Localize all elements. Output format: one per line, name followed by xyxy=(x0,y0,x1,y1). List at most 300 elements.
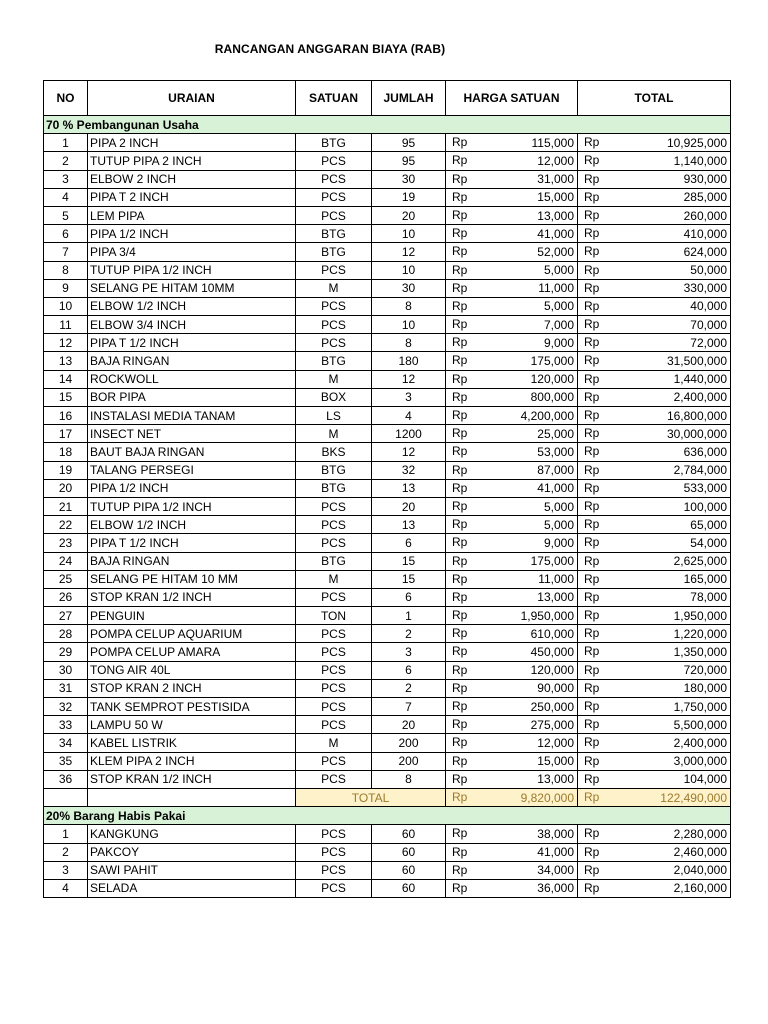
row-jumlah: 6 xyxy=(372,661,446,679)
row-total xyxy=(578,407,731,425)
row-harga-satuan xyxy=(446,370,578,388)
currency-label: Rp xyxy=(452,153,468,168)
currency-label: Rp xyxy=(452,189,468,204)
row-total-value: 930,000 xyxy=(683,172,727,187)
currency-label: Rp xyxy=(452,517,468,532)
table-row xyxy=(44,570,731,588)
row-satuan: PCS xyxy=(296,261,372,279)
row-harga-satuan-value: 120,000 xyxy=(530,663,574,678)
row-no: 35 xyxy=(44,752,88,770)
row-jumlah: 6 xyxy=(372,588,446,606)
row-jumlah: 95 xyxy=(372,152,446,170)
row-satuan: PCS xyxy=(296,879,372,897)
row-harga-satuan-value: 34,000 xyxy=(537,863,574,878)
currency-label: Rp xyxy=(452,171,468,186)
table-row xyxy=(44,861,731,879)
currency-label: Rp xyxy=(452,408,468,422)
row-uraian: SELANG PE HITAM 10 MM xyxy=(88,570,296,588)
row-harga-satuan xyxy=(446,188,578,206)
row-jumlah: 95 xyxy=(372,134,446,152)
row-jumlah: 15 xyxy=(372,570,446,588)
currency-label: Rp xyxy=(584,844,600,859)
currency-label: Rp xyxy=(452,844,468,859)
row-harga-satuan xyxy=(446,607,578,625)
row-no: 31 xyxy=(44,679,88,697)
row-uraian: TUTUP PIPA 2 INCH xyxy=(88,152,296,170)
row-harga-satuan-value: 52,000 xyxy=(537,244,574,259)
row-jumlah: 6 xyxy=(372,534,446,552)
row-jumlah: 30 xyxy=(372,170,446,188)
row-uraian: INSTALASI MEDIA TANAM xyxy=(88,407,296,425)
row-total xyxy=(578,861,731,879)
row-uraian: PIPA T 2 INCH xyxy=(88,188,296,206)
row-uraian: TUTUP PIPA 1/2 INCH xyxy=(88,497,296,515)
table-row xyxy=(44,607,731,625)
row-total-value: 1,440,000 xyxy=(673,372,727,387)
currency-label: Rp xyxy=(452,480,468,495)
row-total xyxy=(578,170,731,188)
currency-label: Rp xyxy=(452,535,468,550)
row-jumlah: 200 xyxy=(372,752,446,770)
row-no: 16 xyxy=(44,407,88,425)
row-uraian: BAJA RINGAN xyxy=(88,352,296,370)
row-uraian: POMPA CELUP AQUARIUM xyxy=(88,625,296,643)
currency-label: Rp xyxy=(584,862,600,877)
row-satuan: LS xyxy=(296,407,372,425)
currency-label: Rp xyxy=(452,680,468,695)
currency-label: Rp xyxy=(452,298,468,313)
row-no: 19 xyxy=(44,461,88,479)
total-row xyxy=(44,788,731,806)
currency-label: Rp xyxy=(452,444,468,459)
currency-label: Rp xyxy=(584,226,600,241)
row-jumlah: 2 xyxy=(372,625,446,643)
row-satuan: M xyxy=(296,570,372,588)
currency-label: Rp xyxy=(584,189,600,204)
row-satuan: PCS xyxy=(296,661,372,679)
currency-label: Rp xyxy=(452,789,468,804)
row-no: 15 xyxy=(44,388,88,406)
row-no: 2 xyxy=(44,843,88,861)
row-harga-satuan-value: 9,000 xyxy=(543,335,574,350)
row-total xyxy=(578,716,731,734)
row-satuan: PCS xyxy=(296,843,372,861)
row-harga-satuan-value: 175,000 xyxy=(530,354,574,369)
row-harga-satuan xyxy=(446,425,578,443)
table-row xyxy=(44,407,731,425)
table-row xyxy=(44,879,731,897)
row-harga-satuan xyxy=(446,170,578,188)
currency-label: Rp xyxy=(584,244,600,259)
row-harga-satuan-value: 7,000 xyxy=(543,317,574,332)
row-total-value: 1,750,000 xyxy=(673,699,727,714)
row-total xyxy=(578,261,731,279)
currency-label: Rp xyxy=(452,771,468,786)
row-jumlah: 15 xyxy=(372,552,446,570)
row-total xyxy=(578,552,731,570)
row-total xyxy=(578,316,731,334)
currency-label: Rp xyxy=(584,298,600,313)
table-row xyxy=(44,443,731,461)
row-jumlah: 7 xyxy=(372,698,446,716)
row-harga-satuan-value: 9,000 xyxy=(543,535,574,550)
row-harga-satuan xyxy=(446,243,578,261)
row-no: 18 xyxy=(44,443,88,461)
row-total xyxy=(578,370,731,388)
row-jumlah: 32 xyxy=(372,461,446,479)
currency-label: Rp xyxy=(584,571,600,586)
row-jumlah: 20 xyxy=(372,206,446,224)
row-uraian: ELBOW 2 INCH xyxy=(88,170,296,188)
total-label: TOTAL xyxy=(296,788,446,806)
table-row xyxy=(44,370,731,388)
table-row xyxy=(44,297,731,315)
currency-label: Rp xyxy=(452,135,468,150)
row-total xyxy=(578,388,731,406)
currency-label: Rp xyxy=(452,571,468,586)
table-row xyxy=(44,134,731,152)
table-row xyxy=(44,170,731,188)
row-satuan: BKS xyxy=(296,443,372,461)
currency-label: Rp xyxy=(584,153,600,168)
table-row xyxy=(44,770,731,788)
row-jumlah: 20 xyxy=(372,497,446,515)
row-jumlah: 200 xyxy=(372,734,446,752)
row-harga-satuan-value: 11,000 xyxy=(538,572,574,587)
currency-label: Rp xyxy=(584,262,600,277)
currency-label: Rp xyxy=(584,626,600,641)
row-satuan: BTG xyxy=(296,461,372,479)
header-uraian: URAIAN xyxy=(88,81,296,116)
row-harga-satuan xyxy=(446,388,578,406)
row-uraian: STOP KRAN 1/2 INCH xyxy=(88,770,296,788)
table-header xyxy=(44,81,731,116)
row-no: 3 xyxy=(44,861,88,879)
row-total-value: 2,400,000 xyxy=(673,390,727,405)
row-jumlah: 60 xyxy=(372,861,446,879)
row-jumlah: 12 xyxy=(372,370,446,388)
row-uraian: PIPA 3/4 xyxy=(88,243,296,261)
row-no: 7 xyxy=(44,243,88,261)
row-harga-satuan-value: 450,000 xyxy=(530,645,574,660)
table-row xyxy=(44,334,731,352)
table-row xyxy=(44,843,731,861)
row-harga-satuan xyxy=(446,661,578,679)
section-header-row xyxy=(44,807,731,825)
currency-label: Rp xyxy=(452,498,468,513)
row-total-value: 2,460,000 xyxy=(673,845,727,860)
row-satuan: PCS xyxy=(296,625,372,643)
row-harga-satuan-value: 15,000 xyxy=(537,190,574,205)
row-harga-satuan-value: 800,000 xyxy=(530,390,574,405)
currency-label: Rp xyxy=(452,662,468,677)
row-no: 1 xyxy=(44,134,88,152)
table-row xyxy=(44,625,731,643)
row-satuan: PCS xyxy=(296,698,372,716)
row-satuan: PCS xyxy=(296,334,372,352)
row-harga-satuan-value: 4,200,000 xyxy=(520,408,574,423)
row-jumlah: 60 xyxy=(372,843,446,861)
row-jumlah: 12 xyxy=(372,243,446,261)
row-harga-satuan-value: 250,000 xyxy=(530,699,574,714)
row-total-value: 1,140,000 xyxy=(673,153,727,168)
row-no: 17 xyxy=(44,425,88,443)
row-uraian: PENGUIN xyxy=(88,607,296,625)
row-total xyxy=(578,843,731,861)
row-harga-satuan-value: 36,000 xyxy=(537,881,574,896)
row-total-value: 5,500,000 xyxy=(673,717,727,732)
row-no: 29 xyxy=(44,643,88,661)
row-total-value: 100,000 xyxy=(683,499,727,514)
row-harga-satuan xyxy=(446,225,578,243)
row-jumlah: 8 xyxy=(372,297,446,315)
row-uraian: ELBOW 1/2 INCH xyxy=(88,516,296,534)
row-harga-satuan-value: 1,950,000 xyxy=(520,608,574,623)
row-total xyxy=(578,188,731,206)
row-no: 12 xyxy=(44,334,88,352)
currency-label: Rp xyxy=(452,644,468,659)
row-uraian: BAUT BAJA RINGAN xyxy=(88,443,296,461)
row-jumlah: 3 xyxy=(372,388,446,406)
table-row xyxy=(44,261,731,279)
currency-label: Rp xyxy=(452,462,468,477)
row-uraian: PIPA 1/2 INCH xyxy=(88,479,296,497)
currency-label: Rp xyxy=(452,244,468,259)
currency-label: Rp xyxy=(452,335,468,350)
currency-label: Rp xyxy=(584,717,600,732)
currency-label: Rp xyxy=(584,826,600,841)
row-no: 14 xyxy=(44,370,88,388)
row-total xyxy=(578,134,731,152)
row-uraian: LEM PIPA xyxy=(88,206,296,224)
row-total-value: 16,800,000 xyxy=(666,408,727,423)
table-row xyxy=(44,552,731,570)
row-satuan: PCS xyxy=(296,716,372,734)
currency-label: Rp xyxy=(584,280,600,295)
header-harga-satuan: HARGA SATUAN xyxy=(446,81,578,116)
row-no: 13 xyxy=(44,352,88,370)
row-total-value: 2,040,000 xyxy=(673,863,727,878)
table-row xyxy=(44,679,731,697)
row-no: 2 xyxy=(44,152,88,170)
section-title: 70 % Pembangunan Usaha xyxy=(44,116,731,134)
currency-label: Rp xyxy=(452,426,468,441)
currency-label: Rp xyxy=(452,589,468,604)
row-total xyxy=(578,752,731,770)
currency-label: Rp xyxy=(584,589,600,604)
row-harga-satuan xyxy=(446,679,578,697)
table-row xyxy=(44,479,731,497)
row-uraian: SELADA xyxy=(88,879,296,897)
row-harga-satuan-value: 5,000 xyxy=(543,499,574,514)
row-total-value: 31,500,000 xyxy=(666,354,727,369)
section-header-row xyxy=(44,116,731,134)
row-uraian: KLEM PIPA 2 INCH xyxy=(88,752,296,770)
row-uraian: PAKCOY xyxy=(88,843,296,861)
row-harga-satuan xyxy=(446,770,578,788)
row-harga-satuan xyxy=(446,461,578,479)
row-satuan: PCS xyxy=(296,206,372,224)
section-title: 20% Barang Habis Pakai xyxy=(44,807,731,825)
currency-label: Rp xyxy=(452,862,468,877)
currency-label: Rp xyxy=(452,717,468,732)
row-jumlah: 60 xyxy=(372,879,446,897)
currency-label: Rp xyxy=(584,480,600,495)
row-total xyxy=(578,497,731,515)
row-harga-satuan-value: 275,000 xyxy=(530,717,574,732)
currency-label: Rp xyxy=(584,662,600,677)
row-harga-satuan xyxy=(446,334,578,352)
row-jumlah: 1 xyxy=(372,607,446,625)
row-no: 20 xyxy=(44,479,88,497)
row-total-value: 330,000 xyxy=(683,281,727,296)
table-row xyxy=(44,225,731,243)
table-row xyxy=(44,716,731,734)
header-total: TOTAL xyxy=(578,81,731,116)
row-total-value: 2,160,000 xyxy=(673,881,727,896)
row-satuan: PCS xyxy=(296,825,372,843)
row-jumlah: 10 xyxy=(372,261,446,279)
row-harga-satuan-value: 41,000 xyxy=(537,226,574,241)
row-uraian: KABEL LISTRIK xyxy=(88,734,296,752)
row-total-value: 533,000 xyxy=(683,481,727,496)
row-satuan: PCS xyxy=(296,188,372,206)
row-harga-satuan xyxy=(446,734,578,752)
row-jumlah: 20 xyxy=(372,716,446,734)
table-row xyxy=(44,643,731,661)
row-harga-satuan xyxy=(446,516,578,534)
row-satuan: PCS xyxy=(296,770,372,788)
table-row xyxy=(44,388,731,406)
row-total-value: 260,000 xyxy=(683,208,727,223)
row-no: 4 xyxy=(44,879,88,897)
rab-table xyxy=(43,80,731,898)
currency-label: Rp xyxy=(584,498,600,513)
row-harga-satuan xyxy=(446,861,578,879)
table-row xyxy=(44,188,731,206)
row-harga-satuan-value: 41,000 xyxy=(537,481,574,496)
currency-label: Rp xyxy=(584,135,600,150)
row-harga-satuan xyxy=(446,843,578,861)
currency-label: Rp xyxy=(584,317,600,332)
row-no: 1 xyxy=(44,825,88,843)
row-harga-satuan xyxy=(446,479,578,497)
row-uraian: TONG AIR 40L xyxy=(88,661,296,679)
header-jumlah: JUMLAH xyxy=(372,81,446,116)
currency-label: Rp xyxy=(584,680,600,695)
row-uraian: ROCKWOLL xyxy=(88,370,296,388)
row-no: 33 xyxy=(44,716,88,734)
row-uraian: SAWI PAHIT xyxy=(88,861,296,879)
row-harga-satuan xyxy=(446,570,578,588)
table-row xyxy=(44,152,731,170)
row-satuan: BTG xyxy=(296,352,372,370)
table-row xyxy=(44,516,731,534)
row-total-value: 104,000 xyxy=(683,772,727,787)
currency-label: Rp xyxy=(584,753,600,768)
row-total xyxy=(578,206,731,224)
row-harga-satuan-value: 115,000 xyxy=(531,135,574,150)
row-harga-satuan xyxy=(446,552,578,570)
row-uraian: STOP KRAN 2 INCH xyxy=(88,679,296,697)
table-row xyxy=(44,352,731,370)
row-total-value: 78,000 xyxy=(690,590,727,605)
row-jumlah: 10 xyxy=(372,225,446,243)
row-total-value: 1,350,000 xyxy=(673,645,727,660)
row-total xyxy=(578,461,731,479)
row-satuan: BTG xyxy=(296,225,372,243)
row-harga-satuan-value: 90,000 xyxy=(537,681,574,696)
row-total xyxy=(578,334,731,352)
row-harga-satuan xyxy=(446,698,578,716)
row-total-value: 54,000 xyxy=(690,535,727,550)
row-satuan: PCS xyxy=(296,534,372,552)
row-satuan: PCS xyxy=(296,679,372,697)
row-total xyxy=(578,297,731,315)
currency-label: Rp xyxy=(584,444,600,459)
row-no: 36 xyxy=(44,770,88,788)
table-row xyxy=(44,734,731,752)
currency-label: Rp xyxy=(584,389,600,404)
currency-label: Rp xyxy=(584,608,600,623)
document-title: RANCANGAN ANGGARAN BIAYA (RAB) xyxy=(214,42,446,56)
row-total-value: 50,000 xyxy=(690,263,727,278)
row-harga-satuan-value: 87,000 xyxy=(537,463,574,478)
row-total-value: 285,000 xyxy=(683,190,727,205)
row-jumlah: 60 xyxy=(372,825,446,843)
currency-label: Rp xyxy=(584,535,600,550)
row-no: 8 xyxy=(44,261,88,279)
row-total xyxy=(578,425,731,443)
row-uraian: ELBOW 1/2 INCH xyxy=(88,297,296,315)
row-jumlah: 3 xyxy=(372,643,446,661)
row-harga-satuan-value: 5,000 xyxy=(543,517,574,532)
row-harga-satuan xyxy=(446,643,578,661)
row-satuan: M xyxy=(296,370,372,388)
row-total xyxy=(578,479,731,497)
currency-label: Rp xyxy=(584,517,600,532)
row-satuan: PCS xyxy=(296,588,372,606)
row-total xyxy=(578,625,731,643)
row-total xyxy=(578,152,731,170)
row-harga-satuan xyxy=(446,588,578,606)
row-uraian: PIPA T 1/2 INCH xyxy=(88,334,296,352)
row-no: 34 xyxy=(44,734,88,752)
row-uraian: BAJA RINGAN xyxy=(88,552,296,570)
row-satuan: M xyxy=(296,734,372,752)
row-satuan: PCS xyxy=(296,297,372,315)
row-total-value: 10,925,000 xyxy=(666,135,727,150)
row-harga-satuan-value: 53,000 xyxy=(537,444,574,459)
row-total-value: 2,784,000 xyxy=(673,463,727,478)
currency-label: Rp xyxy=(452,699,468,713)
row-harga-satuan-value: 13,000 xyxy=(537,772,574,787)
row-total xyxy=(578,243,731,261)
row-harga-satuan-value: 175,000 xyxy=(530,554,574,569)
row-uraian: PIPA 1/2 INCH xyxy=(88,225,296,243)
currency-label: Rp xyxy=(584,408,600,422)
row-total-value: 72,000 xyxy=(690,335,727,350)
row-jumlah: 8 xyxy=(372,770,446,788)
row-satuan: TON xyxy=(296,607,372,625)
total-grand-value: 122,490,000 xyxy=(660,790,727,805)
row-total-value: 30,000,000 xyxy=(666,426,727,441)
currency-label: Rp xyxy=(584,371,600,386)
row-harga-satuan-value: 5,000 xyxy=(543,299,574,314)
row-jumlah: 4 xyxy=(372,407,446,425)
row-total xyxy=(578,825,731,843)
row-no: 4 xyxy=(44,188,88,206)
